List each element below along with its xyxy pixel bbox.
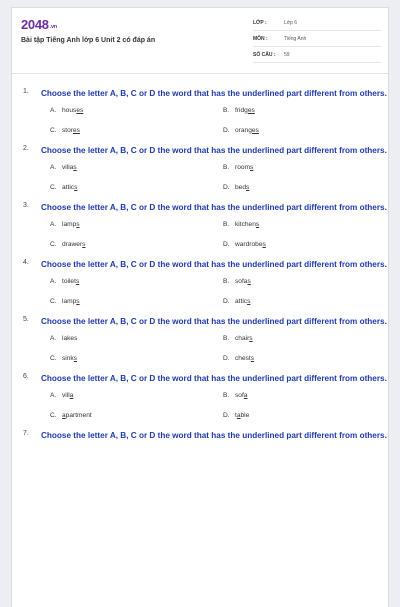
logo-text: 2048 [21,17,49,32]
option-word-stem: sink [62,355,74,362]
meta-row [253,15,381,31]
option-letter: B. [223,221,230,228]
meta-label: MÔN : [253,35,268,42]
question-text: Choose the letter A, B, C or D the word that has the underlined part different from others. [41,260,387,269]
option-underlined-part: s [82,241,86,248]
option-underlined-part: a [69,392,74,399]
option-word-stem: lamp [62,221,77,228]
site-logo[interactable] [21,17,57,32]
option-underlined-part: s [262,241,266,248]
answer-option[interactable] [50,278,79,285]
answer-option[interactable] [223,241,266,248]
question-item [20,201,388,258]
answer-option[interactable] [223,298,250,305]
option-underlined-part: s [247,298,251,305]
option-letter: B. [223,107,230,114]
option-letter: D. [223,241,230,248]
option-word-suffix: ble [240,412,250,419]
option-word-stem: drawer [62,241,83,248]
question-text: Choose the letter A, B, C or D the word that has the underlined part different from others. [41,431,387,440]
answer-option[interactable] [223,335,253,342]
option-word-stem: lamp [62,298,77,305]
option-letter: D. [223,184,230,191]
answer-option[interactable] [50,335,77,342]
option-underlined-part: s [73,164,77,171]
option-underlined-part: s [246,184,250,191]
answer-option[interactable] [50,127,80,134]
option-word-prefix: t [235,412,237,419]
question-text: Choose the letter A, B, C or D the word that has the underlined part different from others. [41,317,387,326]
option-word-stem: toilet [62,278,76,285]
option-letter: C. [50,241,57,248]
option-underlined-part: s [74,184,78,191]
answer-option[interactable] [223,392,247,399]
question-list [12,74,388,452]
option-letter: B. [223,392,230,399]
option-underlined-part: s [76,221,80,228]
option-underlined-part: s [73,355,78,362]
answer-options [20,385,388,429]
question-text: Choose the letter A, B, C or D the word that has the underlined part different from others. [41,374,387,383]
option-letter: B. [223,164,230,171]
option-word-stem: chest [235,355,251,362]
question-text: Choose the letter A, B, C or D the word that has the underlined part different from others. [41,89,387,98]
option-underlined-part: es [76,107,84,114]
answer-options [20,214,388,258]
option-word-stem: attic [235,298,248,305]
document-title: Bài tập Tiếng Anh lớp 6 Unit 2 có đáp án [21,37,156,44]
option-letter: A. [50,221,57,228]
document-page [11,7,389,607]
option-underlined-part: s [75,278,80,285]
option-underlined-part: a [243,392,248,399]
question-item [20,372,388,429]
option-underlined-part: s [255,221,260,228]
option-word-stem: sofa [235,278,248,285]
meta-label: SỐ CÂU : [253,51,276,58]
option-letter: C. [50,184,57,191]
question-item [20,74,388,144]
option-letter: C. [50,412,57,419]
meta-value: Lớp 6 [284,19,298,26]
option-word-stem: sof [235,392,244,399]
answer-option[interactable] [223,355,254,362]
question-number: 2. [23,145,29,152]
option-word-stem: wardrobe [235,241,263,248]
answer-option[interactable] [223,184,249,191]
option-underlined-part: s [250,355,255,362]
answer-option[interactable] [50,392,73,399]
answer-option[interactable] [50,107,83,114]
option-letter: C. [50,355,57,362]
option-word-stem: attic [62,184,75,191]
option-word-stem: orang [235,127,252,134]
option-word-stem: stor [62,127,73,134]
question-number: 7. [23,430,29,437]
option-letter: D. [223,412,230,419]
document-header [12,8,388,74]
answer-option[interactable] [50,221,80,228]
option-letter: A. [50,335,57,342]
option-letter: A. [50,164,57,171]
option-word-stem: vill [62,392,70,399]
answer-option[interactable] [50,412,92,419]
answer-options [20,271,388,315]
option-word-stem: chair [235,335,250,342]
option-word-stem: villa [62,164,74,171]
meta-row [253,31,381,47]
question-item [20,144,388,201]
option-word-stem: lakes [62,335,78,342]
answer-option[interactable] [223,107,255,114]
answer-option[interactable] [50,298,80,305]
question-item [20,429,388,452]
option-letter: A. [50,107,57,114]
option-letter: A. [50,392,57,399]
meta-row [253,47,381,63]
option-letter: D. [223,298,230,305]
question-number: 3. [23,202,29,209]
question-number: 4. [23,259,29,266]
meta-value: Tiếng Anh [284,35,307,42]
option-letter: D. [223,355,230,362]
option-word-suffix: partment [65,412,92,419]
meta-value: 59 [284,51,290,58]
option-underlined-part: s [250,164,254,171]
meta-label: LỚP : [253,19,267,26]
option-underlined-part: a [236,412,241,419]
option-letter: C. [50,127,57,134]
answer-option[interactable] [50,355,77,362]
question-item [20,315,388,372]
option-letter: B. [223,278,230,285]
option-word-stem: kitchen [235,221,256,228]
answer-option[interactable] [223,164,253,171]
option-word-stem: bed [235,184,247,191]
option-word-stem: hous [62,107,77,114]
answer-option[interactable] [223,221,259,228]
option-underlined-part: s [249,335,253,342]
question-number: 6. [23,373,29,380]
answer-option[interactable] [223,127,259,134]
answer-option[interactable] [50,184,77,191]
answer-options [20,157,388,201]
answer-options [20,100,388,144]
answer-option[interactable] [223,412,249,419]
option-underlined-part: es [247,107,255,114]
answer-option[interactable] [50,164,77,171]
option-letter: C. [50,298,57,305]
option-underlined-part: s [247,278,251,285]
option-word-stem: room [235,164,251,171]
option-word-stem: fridg [235,107,248,114]
option-letter: D. [223,127,230,134]
meta-table [253,15,381,63]
question-number: 5. [23,316,29,323]
question-item [20,258,388,315]
option-underlined-part: a [62,412,66,419]
answer-option[interactable] [223,278,251,285]
option-underlined-part: es [73,127,80,134]
option-letter: A. [50,278,57,285]
answer-option[interactable] [50,241,85,248]
question-text: Choose the letter A, B, C or D the word that has the underlined part different from others. [41,146,387,155]
answer-options [20,328,388,372]
question-text: Choose the letter A, B, C or D the word that has the underlined part different from others. [41,203,387,212]
logo-domain: .vn [49,24,57,30]
option-underlined-part: s [76,298,80,305]
question-number: 1. [23,88,29,95]
option-letter: B. [223,335,230,342]
option-underlined-part: es [251,127,259,134]
